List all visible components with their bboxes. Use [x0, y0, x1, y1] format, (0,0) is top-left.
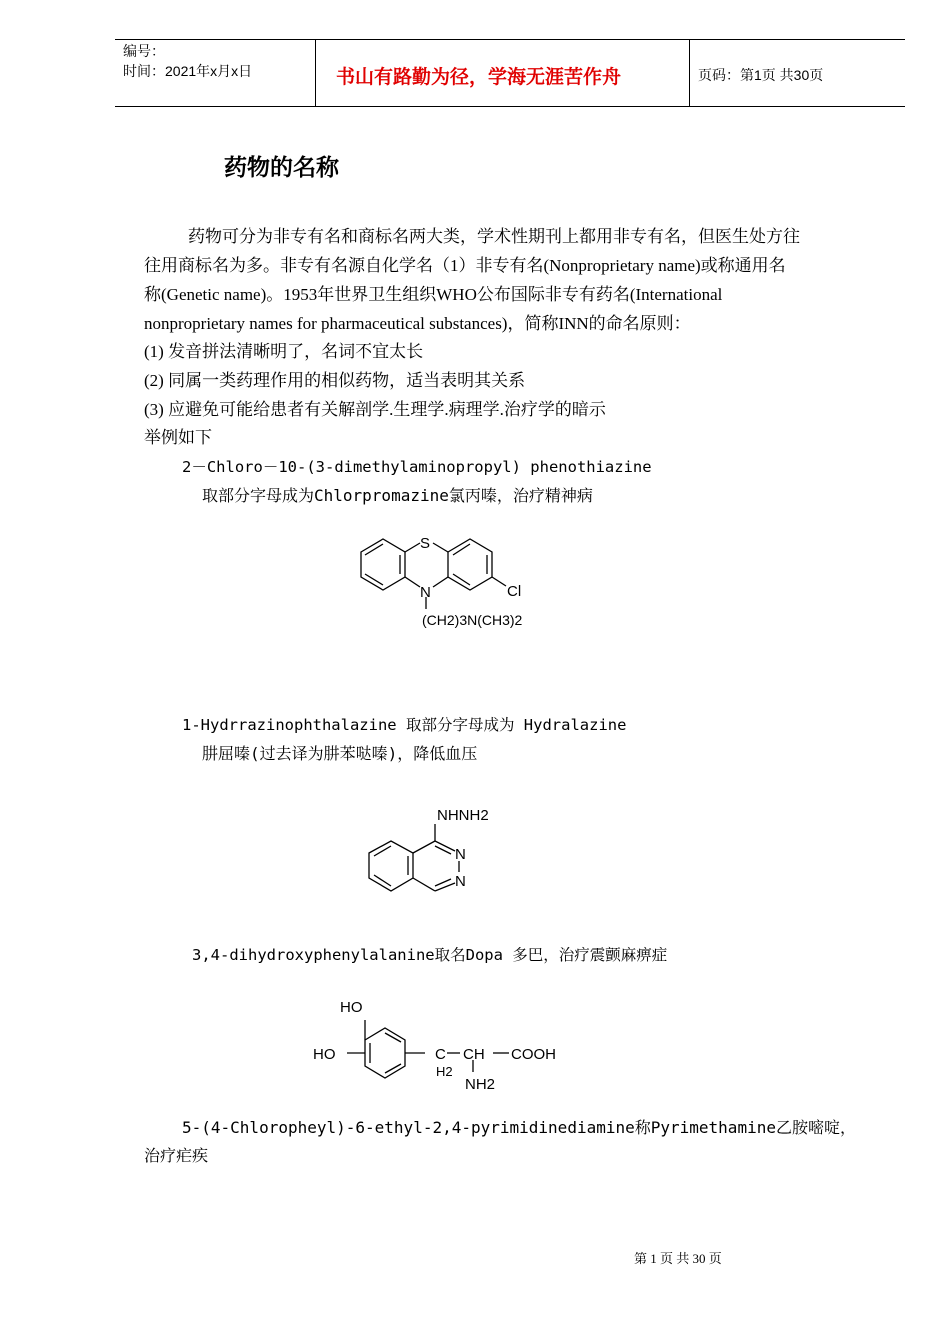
- amino-label: NH2: [465, 1076, 496, 1093]
- ch-label: CH: [463, 1046, 485, 1063]
- examples-heading: 举例如下: [144, 428, 212, 447]
- carbon-label: C: [435, 1046, 446, 1063]
- chlorpromazine-structure: [340, 525, 560, 640]
- page-footer: 第 1 页 共 30 页: [634, 1251, 722, 1266]
- example-4-chemical-name: 5-(4-Chloropheyl)-6-ethyl-2,4-pyrimidinediamine称Pyrimethamine乙胺嘧啶，: [182, 1118, 856, 1137]
- hydroxyl-left-label: HO: [313, 1046, 336, 1063]
- hydrazine-label: NHNH2: [437, 807, 489, 824]
- header-page-label: 页码：第1页 共30页: [698, 67, 824, 83]
- header-time-label: 时间：2021年x月x日: [123, 63, 253, 79]
- header-top-rule: [115, 39, 905, 40]
- intro-line-3: 称(Genetic name)。1953年世界卫生组织WHO公布国际非专有药名(International: [144, 285, 723, 304]
- intro-line-1: 药物可分为非专有名和商标名两大类，学术性期刊上都用非专有名，但医生处方往: [188, 227, 800, 246]
- atom-label-n1: N: [455, 846, 466, 863]
- intro-line-2: 往用商标名为多。非专有名源自化学名（1）非专有名(Nonproprietary name)或称通用名: [144, 256, 786, 275]
- atom-label-n2: N: [455, 873, 466, 890]
- header-divider-left: [315, 39, 316, 106]
- header-divider-right: [689, 39, 690, 106]
- example-1-chemical-name: 2－Chloro－10-(3-dimethylaminopropyl) phenothiazine: [182, 458, 652, 476]
- example-2-description: 肼屈嗪(过去译为肼苯哒嗪)，降低血压: [202, 744, 478, 763]
- header-code-label: 编号：: [123, 43, 165, 59]
- hydralazine-structure: [355, 795, 515, 905]
- example-3-chemical-name: 3,4-dihydroxyphenylalanine取名Dopa 多巴，治疗震颤麻痹症: [192, 946, 668, 964]
- header-bottom-rule: [115, 106, 905, 107]
- example-4-description: 治疗疟疾: [144, 1146, 209, 1165]
- page-title: 药物的名称: [224, 155, 339, 181]
- side-chain-label: (CH2)3N(CH3)2: [422, 612, 523, 628]
- hydroxyl-top-label: HO: [340, 999, 363, 1016]
- example-2-chemical-name: 1-Hydrrazinophthalazine 取部分字母成为 Hydralazine: [182, 716, 627, 734]
- rule-item-1: (1) 发音拼法清晰明了，名词不宜太长: [144, 342, 424, 361]
- intro-line-4: nonproprietary names for pharmaceutical substances)，简称INN的命名原则：: [144, 314, 691, 333]
- rule-item-3: (3) 应避免可能给患者有关解剖学.生理学.病理学.治疗学的暗示: [144, 400, 606, 419]
- example-1-description: 取部分字母成为Chlorpromazine氯丙嗪，治疗精神病: [202, 486, 593, 505]
- atom-label-cl: Cl: [507, 583, 522, 600]
- methylene-h2-label: H2: [436, 1064, 453, 1079]
- rule-item-2: (2) 同属一类药理作用的相似药物，适当表明其关系: [144, 371, 526, 390]
- dopa-structure: [305, 990, 575, 1100]
- carboxyl-label: COOH: [511, 1046, 556, 1063]
- atom-label-n: N: [420, 584, 431, 601]
- header-motto: 书山有路勤为径，学海无涯苦作舟: [336, 67, 622, 88]
- atom-label-s: S: [420, 535, 431, 552]
